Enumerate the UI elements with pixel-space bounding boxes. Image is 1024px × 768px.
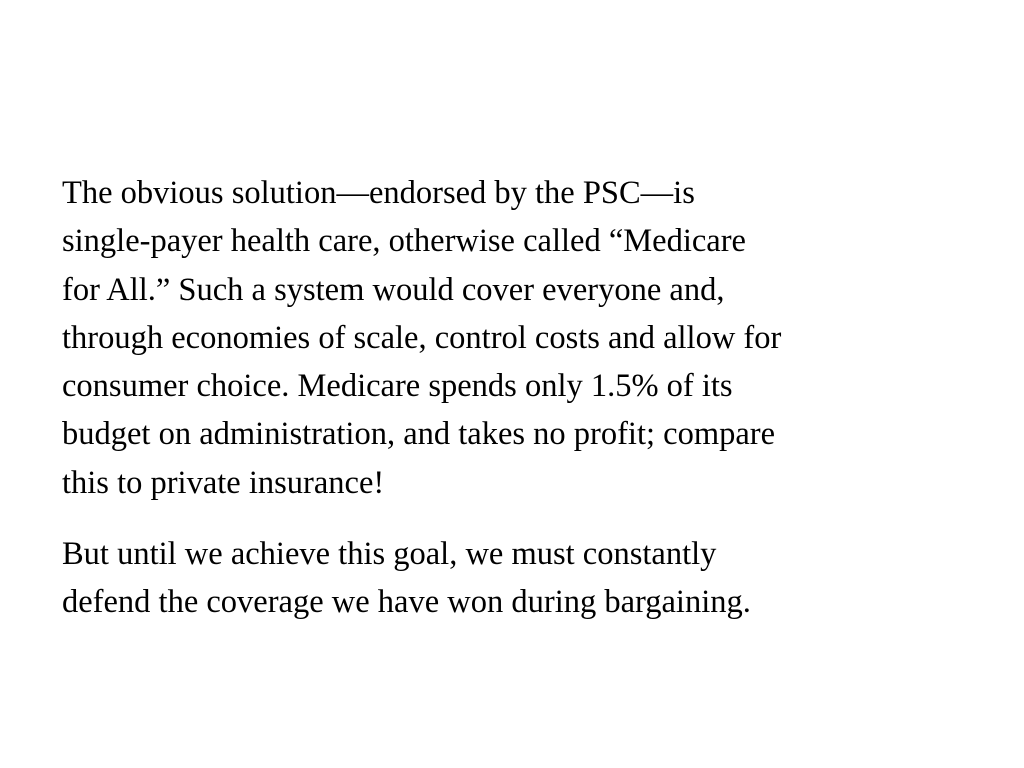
text-line: The obvious solution—endorsed by the PSC—is	[62, 175, 695, 211]
text-line: this to private insurance!	[62, 464, 385, 501]
text-line: But until we achieve this goal, we must constantly	[62, 536, 717, 573]
text-line: through economies of scale, control costs and allow for	[62, 319, 782, 356]
text-line: consumer choice. Medicare spends only 1.5% of its	[62, 368, 733, 405]
text-line: budget on administration, and takes no profit; compare	[62, 416, 776, 453]
slide-body-text	[62, 169, 962, 627]
text-line: defend the coverage we have won during bargaining.	[62, 584, 751, 621]
text-line: single-payer health care, otherwise called “Medicare	[62, 223, 746, 260]
text-line: for All.” Such a system would cover everyone and,	[62, 271, 725, 308]
paragraph-defend-coverage	[62, 530, 962, 627]
paragraph-single-payer	[62, 169, 962, 507]
